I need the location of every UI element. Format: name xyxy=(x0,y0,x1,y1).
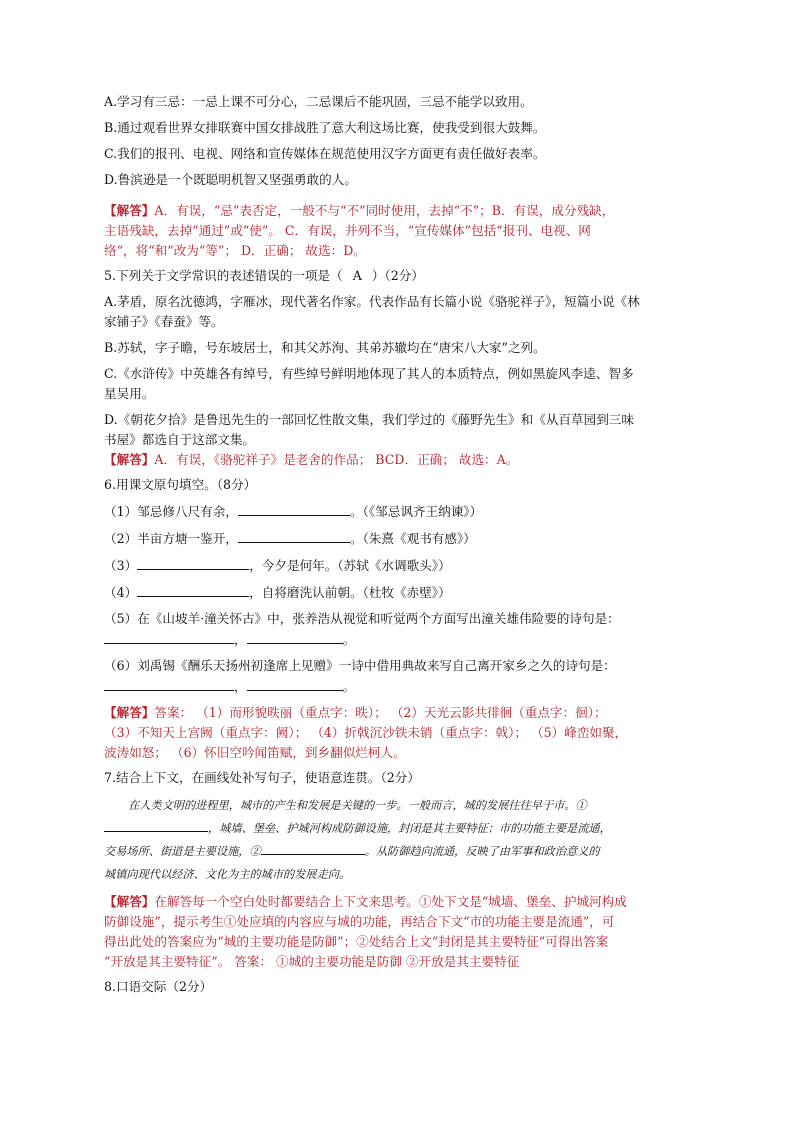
q7-blank-2[interactable] xyxy=(261,840,365,855)
q6-item-6-blank-1[interactable] xyxy=(104,676,234,691)
q4-option-c: C.我们的报刊、电视、网络和宣传媒体在规范使用汉字方面更有责任做好表率。 xyxy=(104,146,546,161)
q6-item-1-blank[interactable] xyxy=(238,501,350,516)
q7-passage-line3-pre: 交易场所、街道是主要设施，② xyxy=(104,845,261,858)
q5-option-a-line1: A.茅盾，原名沈德鸿，字雁冰，现代著名作家。代表作品有长篇小说《骆驼祥子》，短篇小说《林 xyxy=(104,294,640,309)
q6-item-5: （5）在《山坡羊·潼关怀古》中，张养浩从视觉和听觉两个方面写出潼关雄伟险要的诗句是： xyxy=(104,611,620,626)
q6-answer xyxy=(104,703,694,763)
q6-item-2-pre: （2）半亩方塘一鉴开， xyxy=(104,531,238,546)
q6-answer-line3: 波涛如怒； （6）怀旧空吟闻笛赋，到乡翻似烂柯人。 xyxy=(104,745,406,760)
comma: ， xyxy=(234,632,247,647)
comma: ， xyxy=(234,679,247,694)
q6-item-6: （6）刘禹锡《酬乐天扬州初逢席上见赠》一诗中借用典故来写自己离开家乡之久的诗句是： xyxy=(104,658,616,673)
q4-option-d: D.鲁滨逊是一个既聪明机智又坚强勇敢的人。 xyxy=(104,172,357,187)
q5-option-c-line1: C.《水浒传》中英雄各有绰号，有些绰号鲜明地体现了其人的本质特点，例如黑旋风李逵、智多 xyxy=(104,366,634,381)
q7-blank-1[interactable] xyxy=(104,817,208,832)
answer-tag: 【解答】 xyxy=(104,705,155,720)
q6-item-2-blank[interactable] xyxy=(238,528,350,543)
q7-stem: 7.结合上下文，在画线处补写句子，使语意连贯。（2分） xyxy=(104,770,420,785)
q4-answer-line2: 主语残缺，去掉“通过”或“使”。 C．有误，并列不当，“宣传媒体”包括“报刊、电视、网 xyxy=(104,223,591,238)
q6-item-4 xyxy=(104,582,694,603)
q7-passage-line3 xyxy=(104,840,694,863)
q6-item-5-blank-1[interactable] xyxy=(104,629,234,644)
q6-item-1-pre: （1）邹忌修八尺有余， xyxy=(104,504,238,519)
q7 xyxy=(104,768,694,972)
q7-passage xyxy=(104,794,694,886)
q4-answer-line3: 络“，将“和”改为“等”； D．正确； 故选：D。 xyxy=(104,243,366,258)
q5-option-d-line2: 书屋》都选自于这部文集。 xyxy=(104,432,256,447)
q6-answer-line2: （3）不知天上宫阙（重点字：阙）； （4）折戟沉沙铁未销（重点字：戟）； （5）峰峦如聚， xyxy=(104,725,628,740)
q6-item-5-blank-2[interactable] xyxy=(247,629,343,644)
q6-item-3 xyxy=(104,555,694,576)
answer-tag: 【解答】 xyxy=(104,452,155,467)
q6-item-6-blanks xyxy=(104,676,694,697)
period: 。 xyxy=(342,632,356,647)
q4-option-b: B.通过观看世界女排联赛中国女排战胜了意大利这场比赛，使我受到很大鼓舞。 xyxy=(104,120,546,135)
q6-item-3-post: ，今夕是何年。（苏轼《水调歌头》） xyxy=(249,558,451,573)
q6-stem: 6.用课文原句填空。（8分） xyxy=(104,477,257,492)
q6-item-3-pre: （3） xyxy=(104,558,138,573)
q7-answer-line4: “开放是其主要特征”。 答案： ①城的主要功能是防御 ②开放是其主要特征 xyxy=(104,954,520,969)
q6-item-2 xyxy=(104,528,694,549)
q4-answer-line1: A．有误，“忌”表否定，一般不与“不”同时使用，去掉“不”；B．有误，成分残缺， xyxy=(154,203,615,218)
answer-tag: 【解答】 xyxy=(104,894,155,909)
q5-stem-answer: A xyxy=(352,268,362,283)
q6-answer-line1: 答案： （1）而形貌昳丽（重点字：昳）； （2）天光云影共徘徊（重点字：徊）； xyxy=(154,705,607,720)
q7-answer xyxy=(104,892,694,972)
q6-item-4-pre: （4） xyxy=(104,585,138,600)
q6-item-6-blank-2[interactable] xyxy=(247,676,343,691)
q6-item-5-blanks xyxy=(104,629,694,650)
q7-answer-line2: 防御设施”，提示考生①处应填的内容应与城的功能，再结合下文“市的功能主要是流通”，可 xyxy=(104,914,615,929)
q4-answer xyxy=(104,201,694,261)
q5-answer xyxy=(104,450,694,470)
q7-passage-line3-post: 。从防御趋向流通，反映了由军事和政治意义的 xyxy=(364,845,600,858)
q6 xyxy=(104,475,694,763)
q5-option-c-line2: 星吴用。 xyxy=(104,386,155,401)
q5-stem xyxy=(104,266,694,286)
q7-answer-line3: 得出此处的答案应为“城的主要功能是防御”；②处结合上文“封闭是其主要特征”可得出答案 xyxy=(104,934,609,949)
q4-option-a: A.学习有三忌：一忌上课不可分心，二忌课后不能巩固，三忌不能学以致用。 xyxy=(104,94,533,109)
q5-answer-text: A．有误，《骆驼祥子》是老舍的作品； BCD．正确； 故选：A。 xyxy=(154,452,519,467)
q5-option-d-line1: D.《朝花夕拾》是鲁迅先生的一部回忆性散文集，我们学过的《藤野先生》和《从百草园到三味 xyxy=(104,412,634,427)
q4-options xyxy=(104,92,694,190)
q5-option-b: B.苏轼，字子瞻，号东坡居士，和其父苏洵、其弟苏辙均在“唐宋八大家”之列。 xyxy=(104,340,546,355)
q8-stem: 8.口语交际（2分） xyxy=(104,979,213,994)
q7-passage-line2-text: ，城墙、堡垒、护城河构成防御设施，封闭是其主要特征；市的功能主要是流通， xyxy=(208,822,611,835)
q5 xyxy=(104,266,694,470)
q6-item-3-blank[interactable] xyxy=(137,555,249,570)
q7-passage-line2 xyxy=(104,817,694,840)
q7-passage-line4: 城镇向现代以经济、文化为主的城市的发展走向。 xyxy=(104,868,351,881)
q5-stem-score: ）（2分） xyxy=(371,268,424,283)
q7-passage-line1: 在人类文明的进程里，城市的产生和发展是关键的一步。一般而言，城的发展往往早于市。① xyxy=(128,799,587,812)
q7-answer-line1: 在解答每一个空白处时都要结合上下文来思考。①处下文是“城墙、堡垒、护城河构成 xyxy=(154,894,627,909)
q6-item-4-blank[interactable] xyxy=(137,582,249,597)
q5-option-a-line2: 家铺子》《春蚕》等。 xyxy=(104,314,224,329)
q5-stem-text: 5.下列关于文学常识的表述错误的一项是（ xyxy=(104,268,343,283)
period: 。 xyxy=(342,679,356,694)
q6-item-1 xyxy=(104,501,694,522)
q6-item-4-post: ，自将磨洗认前朝。（杜牧《赤壁》） xyxy=(249,585,451,600)
q6-item-1-post: 。（《邹忌讽齐王纳谏》） xyxy=(349,504,483,519)
q6-item-2-post: 。（朱熹《观书有感》） xyxy=(349,531,476,546)
answer-tag: 【解答】 xyxy=(104,203,155,218)
document-page xyxy=(104,92,694,997)
